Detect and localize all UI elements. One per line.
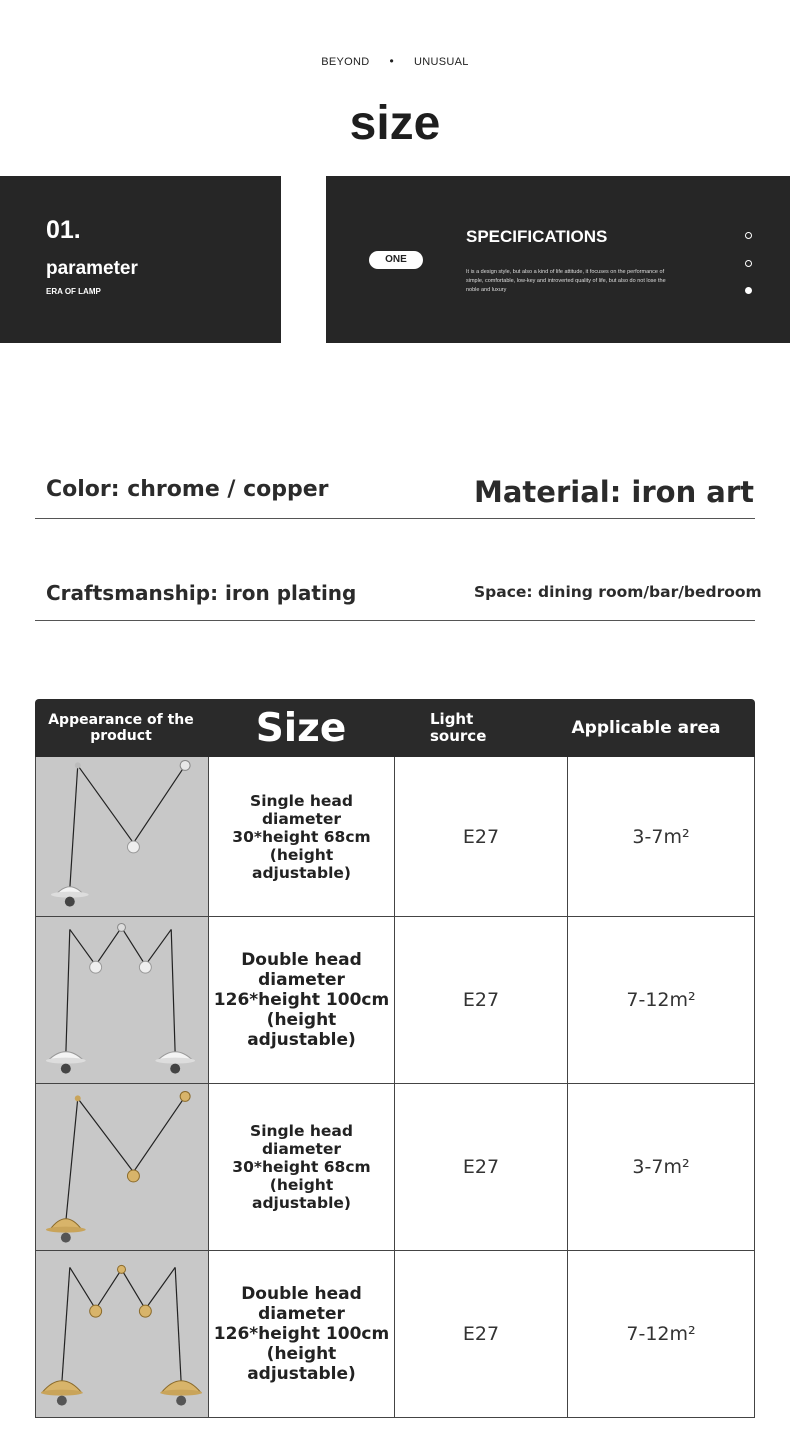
light-source-cell: E27 xyxy=(395,757,568,916)
header-light-source: Light source xyxy=(430,710,487,745)
tagline-left: BEYOND xyxy=(321,56,370,68)
spec-table xyxy=(35,699,755,1418)
pager-dot-3-active[interactable] xyxy=(745,287,752,294)
header-size: Size xyxy=(255,705,347,751)
single-head-copper-lamp-icon xyxy=(36,1084,208,1251)
section-title: parameter xyxy=(46,258,138,279)
product-image-single-chrome xyxy=(36,757,209,916)
applicable-area-cell: 3-7m² xyxy=(632,825,690,848)
color-attribute: Color: chrome / copper xyxy=(46,477,329,502)
section-number: 01. xyxy=(46,216,81,244)
double-head-lamp-icon xyxy=(36,917,208,1084)
craftsmanship-attribute: Craftsmanship: iron plating xyxy=(46,581,357,605)
header-applicable-area: Applicable area xyxy=(571,718,721,738)
pager-dot-2[interactable] xyxy=(745,260,752,267)
size-cell: Single head diameter 30*height 68cm (height adjustable) xyxy=(209,757,395,916)
size-cell: Double head diameter 126*height 100cm (height adjustable) xyxy=(209,917,395,1083)
header-appearance: Appearance of the product xyxy=(48,712,194,744)
applicable-area-cell: 7-12m² xyxy=(626,1323,696,1345)
double-head-copper-lamp-icon xyxy=(36,1251,208,1418)
product-image-double-copper xyxy=(36,1251,209,1417)
table-row xyxy=(35,757,755,917)
applicable-area-cell: 3-7m² xyxy=(632,1156,690,1178)
light-source-cell: E27 xyxy=(395,1251,568,1417)
material-attribute: Material: iron art xyxy=(474,475,755,509)
table-row xyxy=(35,1084,755,1251)
specifications-title: SPECIFICATIONS xyxy=(466,227,608,246)
size-cell: Single head diameter 30*height 68cm (height adjustable) xyxy=(209,1084,395,1250)
applicable-area-cell: 7-12m² xyxy=(626,989,696,1011)
parameter-banner xyxy=(0,176,281,343)
product-image-double-chrome xyxy=(36,917,209,1083)
specifications-description: It is a design style, but also a kind of life attitude, it focuses on the performance of simple, comfortable, low-key and introverted quality of life, but also do not lose the noble and luxury xyxy=(466,269,666,293)
space-attribute: Space: dining room/bar/bedroom xyxy=(474,583,762,601)
divider-1 xyxy=(35,518,755,519)
light-source-cell: E27 xyxy=(395,1084,568,1250)
one-pill: ONE xyxy=(369,251,423,269)
table-row xyxy=(35,1251,755,1418)
table-row xyxy=(35,917,755,1084)
page-title: size xyxy=(349,97,441,150)
size-cell: Double head diameter 126*height 100cm (height adjustable) xyxy=(209,1251,395,1417)
specifications-banner xyxy=(326,176,790,343)
tagline xyxy=(0,54,790,68)
product-image-single-copper xyxy=(36,1084,209,1250)
single-head-lamp-icon xyxy=(36,757,208,917)
tagline-right: UNUSUAL xyxy=(414,56,469,68)
pager-dot-1[interactable] xyxy=(745,232,752,239)
light-source-cell: E27 xyxy=(395,917,568,1083)
divider-2 xyxy=(35,620,755,621)
table-header xyxy=(35,699,755,757)
section-subtitle: ERA OF LAMP xyxy=(46,287,101,296)
tagline-dot: • xyxy=(389,54,395,68)
